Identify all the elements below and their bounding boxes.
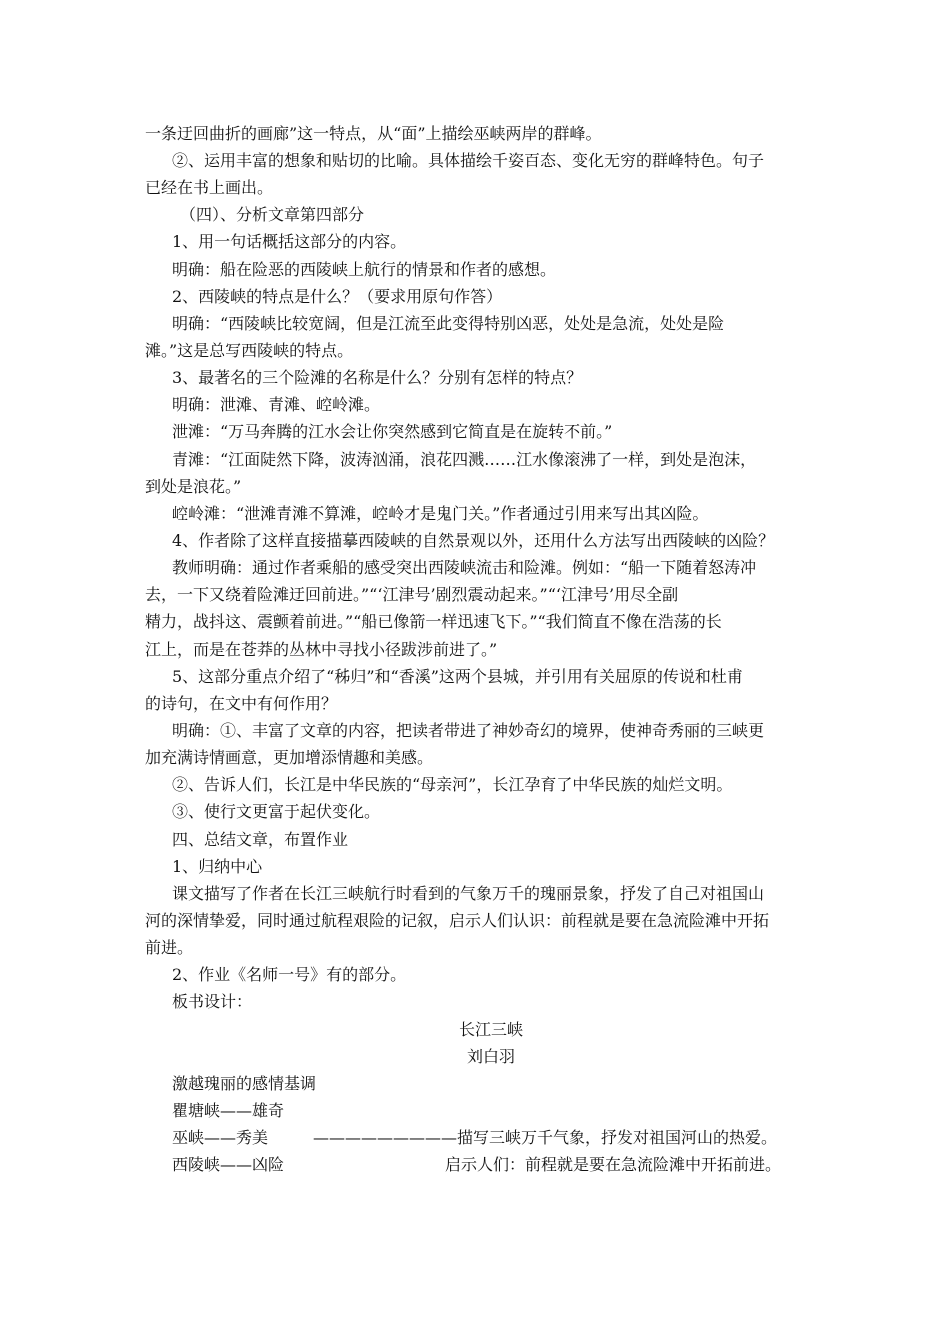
paragraph-line: 明确：①、丰富了文章的内容，把读者带进了神妙奇幻的境界，使神奇秀丽的三峡更 <box>172 721 765 740</box>
paragraph-line: 河的深情挚爱，同时通过航程艰险的记叙，启示人们认识：前程就是要在急流险滩中开拓 <box>145 911 770 930</box>
paragraph-line: 精力，战抖这、震颤着前进。”“船已像箭一样迅速飞下。”“我们简直不像在浩荡的长 <box>145 612 722 631</box>
paragraph-line: ②、告诉人们，长江是中华民族的“母亲河”，长江孕育了中华民族的灿烂文明。 <box>172 775 733 794</box>
paragraph-line: 明确：“西陵峡比较宽阔，但是江流至此变得特别凶恶，处处是急流，处处是险 <box>172 314 725 333</box>
paragraph-line: 2、西陵峡的特点是什么？（要求用原句作答） <box>172 287 503 306</box>
paragraph-line: 泄滩：“万马奔腾的江水会让你突然感到它简直是在旋转不前。” <box>172 422 613 441</box>
paragraph-line: 前进。 <box>145 938 194 957</box>
board-summary: —————————描写三峡万千气象，抒发对祖国河山的热爱。 <box>313 1128 778 1147</box>
paragraph-line: 到处是浪花。” <box>145 477 242 496</box>
board-title: 长江三峡 <box>458 1020 523 1039</box>
paragraph-line: 崆岭滩：“泄滩青滩不算滩，崆岭才是鬼门关。”作者通过引用来写出其凶险。 <box>172 504 709 523</box>
board-row-qutang: 瞿塘峡——雄奇 <box>172 1101 285 1120</box>
paragraph-line: 一条迂回曲折的画廊”这一特点，从“面”上描绘巫峡两岸的群峰。 <box>145 124 602 143</box>
board-tone: 激越瑰丽的感情基调 <box>172 1074 317 1093</box>
paragraph-line: 课文描写了作者在长江三峡航行时看到的气象万千的瑰丽景象，抒发了自己对祖国山 <box>172 884 765 903</box>
section-heading: 四、总结文章，布置作业 <box>172 830 349 849</box>
paragraph-line: 5、这部分重点介绍了“秭归”和“香溪”这两个县城，并引用有关屈原的传说和杜甫 <box>172 667 743 686</box>
board-author: 刘白羽 <box>466 1047 515 1066</box>
section-heading: （四）、分析文章第四部分 <box>180 205 365 224</box>
paragraph-line: 已经在书上画出。 <box>145 178 274 197</box>
paragraph-line: 明确：船在险恶的西陵峡上航行的情景和作者的感想。 <box>172 260 557 279</box>
board-conclusion: 启示人们：前程就是要在急流险滩中开拓前进。 <box>445 1155 782 1174</box>
paragraph-line: 2、作业《名师一号》有的部分。 <box>172 965 407 984</box>
board-row-wuxia: 巫峡——秀美 <box>172 1128 269 1147</box>
paragraph-line: 加充满诗情画意，更加增添情趣和美感。 <box>145 748 434 767</box>
paragraph-line: 1、归纳中心 <box>172 857 263 876</box>
paragraph-line: 去，一下又绕着险滩迂回前进。”“‘江津号’剧烈震动起来。”“‘江津号’用尽全副 <box>145 585 679 604</box>
paragraph-line: 板书设计： <box>172 992 253 1011</box>
paragraph-line: 教师明确：通过作者乘船的感受突出西陵峡流击和险滩。例如：“船一下随着怒涛冲 <box>172 558 757 577</box>
board-row-xiling: 西陵峡——凶险 <box>172 1155 285 1174</box>
paragraph-line: 3、最著名的三个险滩的名称是什么？分别有怎样的特点？ <box>172 368 583 387</box>
paragraph-line: 的诗句，在文中有何作用？ <box>145 694 338 713</box>
paragraph-line: 滩。”这是总写西陵峡的特点。 <box>145 341 354 360</box>
paragraph-line: 青滩：“江面陡然下降，波涛汹涌，浪花四溅……江水像滚沸了一样，到处是泡沫， <box>172 450 757 469</box>
paragraph-line: 1、用一句话概括这部分的内容。 <box>172 232 407 251</box>
paragraph-line: ③、使行文更富于起伏变化。 <box>172 802 381 821</box>
paragraph-line: 明确：泄滩、青滩、崆岭滩。 <box>172 395 381 414</box>
paragraph-line: 4、作者除了这样直接描摹西陵峡的自然景观以外，还用什么方法写出西陵峡的凶险？ <box>172 531 775 550</box>
paragraph-line: ②、运用丰富的想象和贴切的比喻。具体描绘千姿百态、变化无穷的群峰特色。句子 <box>172 151 765 170</box>
paragraph-line: 江上，而是在苍莽的丛林中寻找小径跋涉前进了。” <box>145 640 498 659</box>
